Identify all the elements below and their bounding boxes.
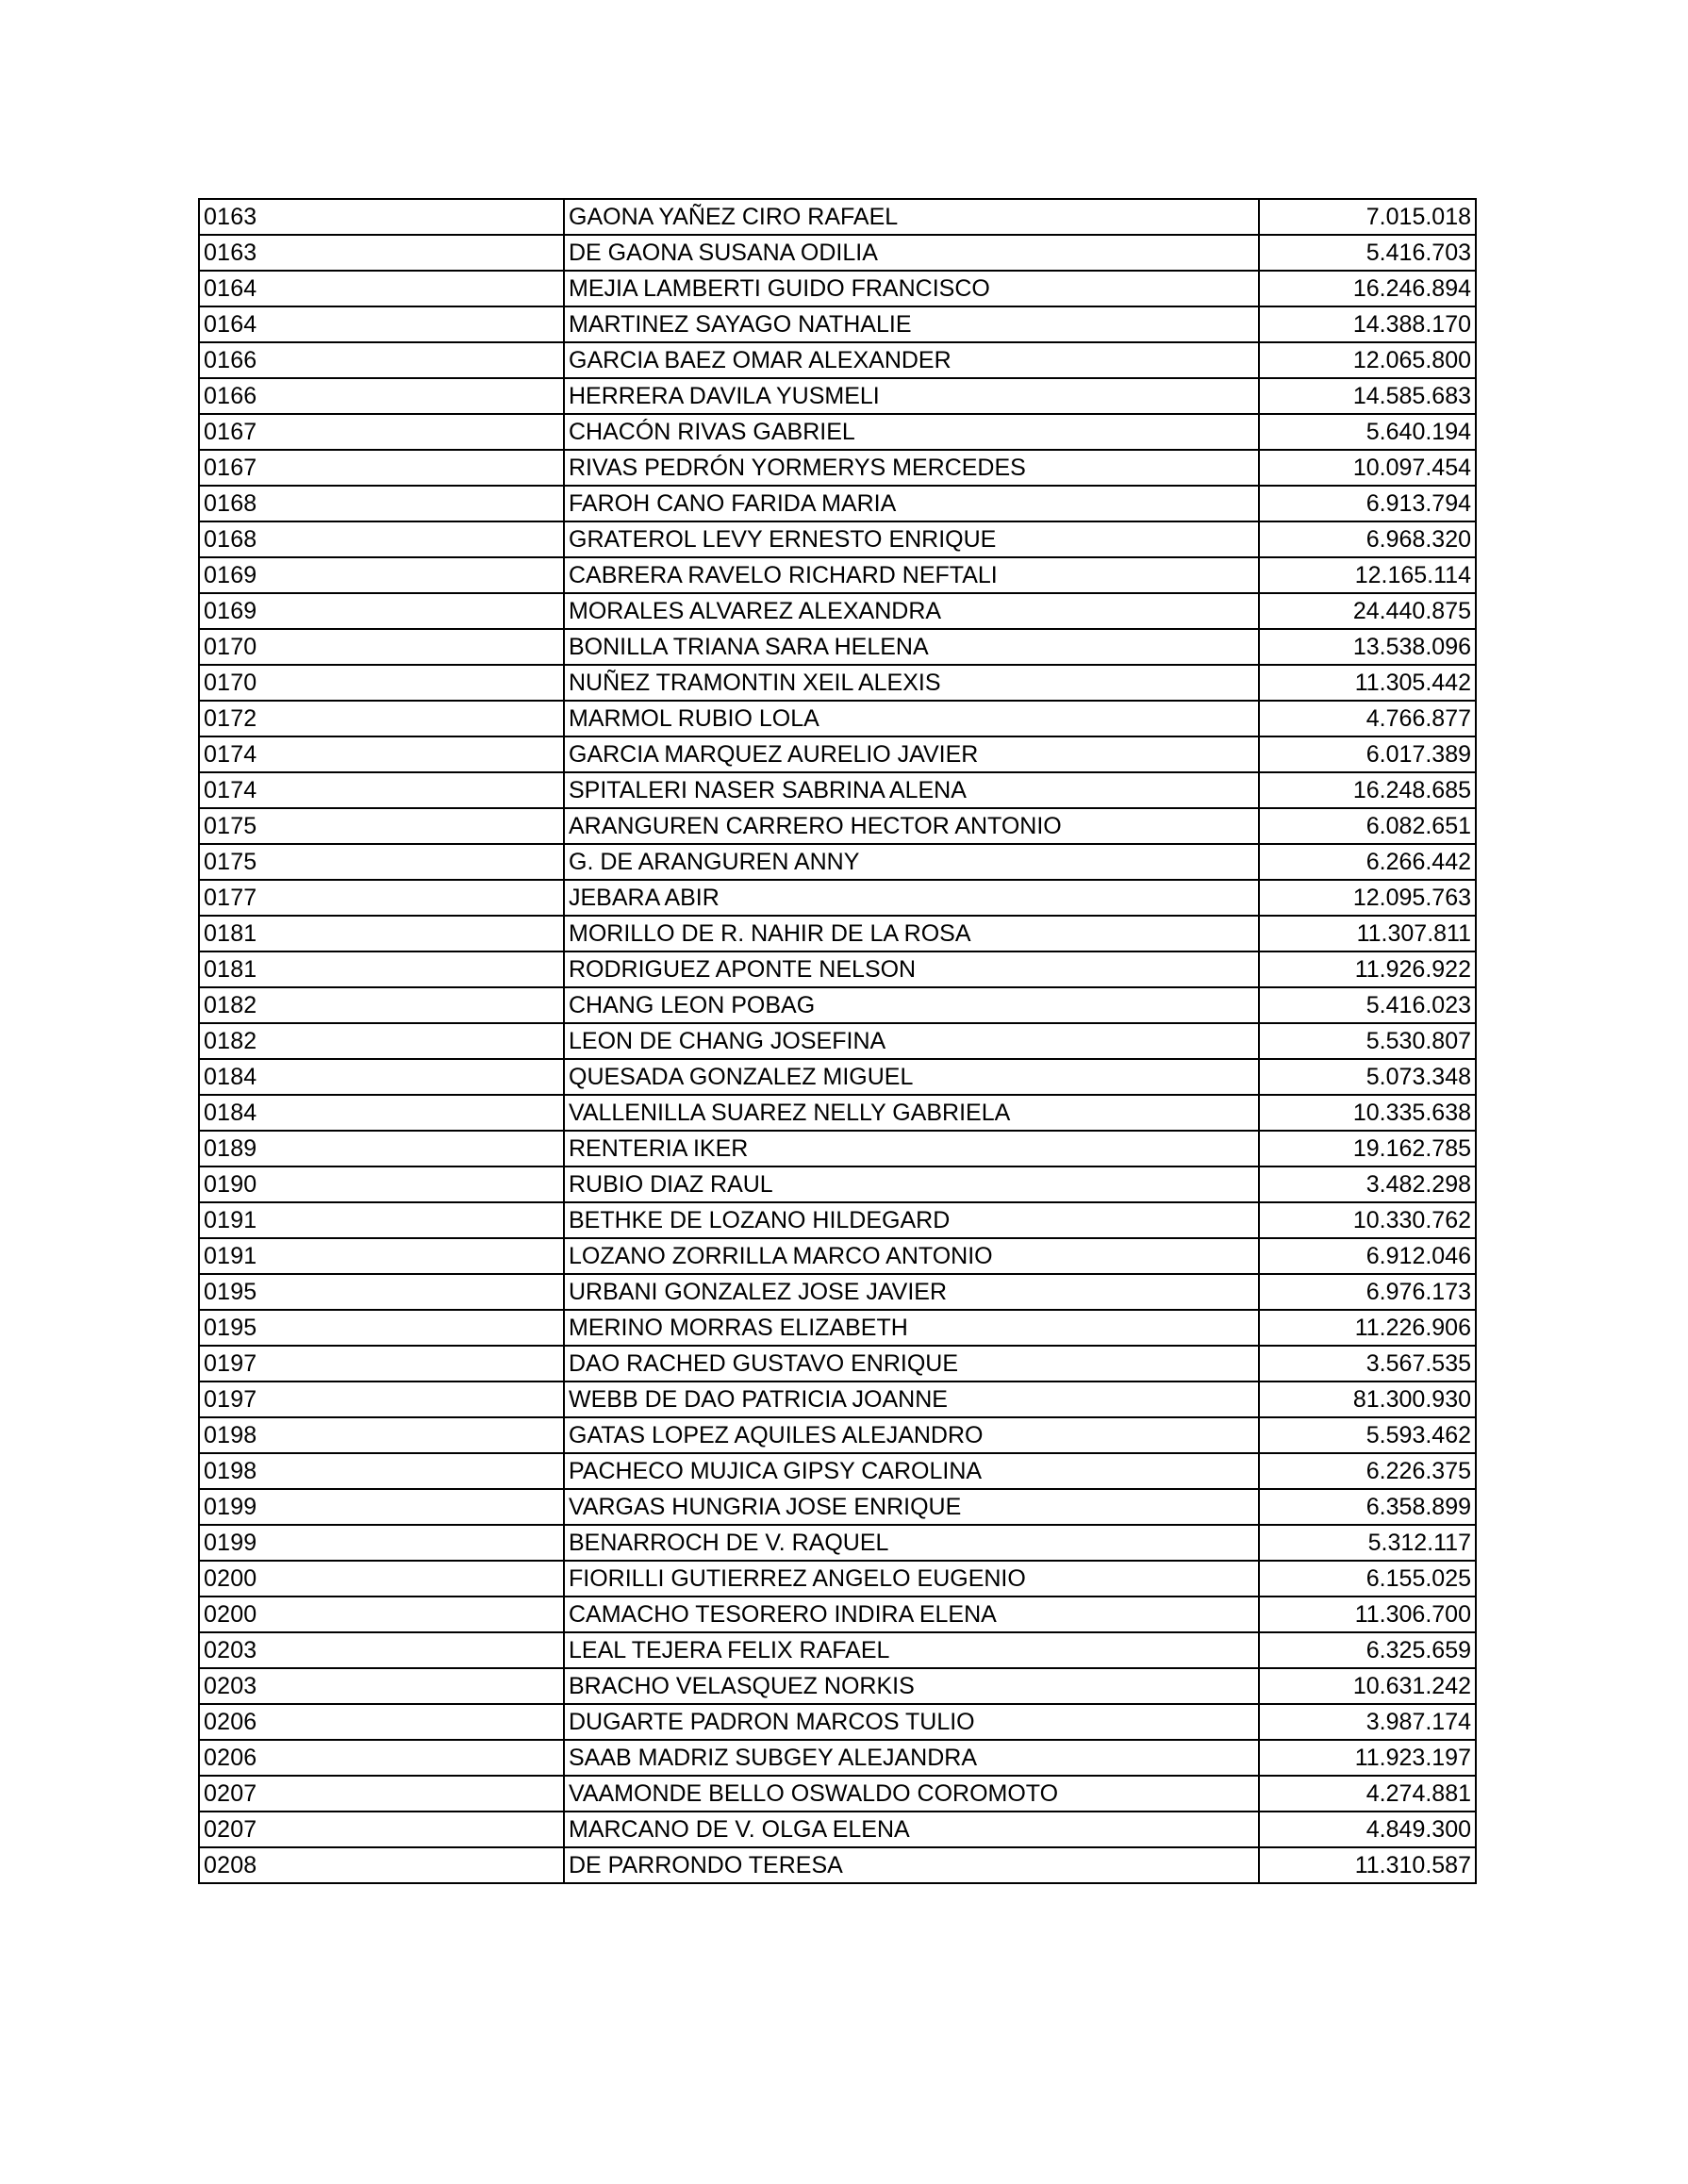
code-cell: 0164: [199, 306, 564, 342]
code-cell: 0170: [199, 665, 564, 701]
code-cell: 0166: [199, 378, 564, 414]
amount-cell: 3.987.174: [1259, 1704, 1476, 1740]
name-cell: DUGARTE PADRON MARCOS TULIO: [564, 1704, 1259, 1740]
table-row: [199, 844, 1476, 880]
name-cell: RUBIO DIAZ RAUL: [564, 1166, 1259, 1202]
name-cell: DAO RACHED GUSTAVO ENRIQUE: [564, 1346, 1259, 1382]
amount-cell: 4.274.881: [1259, 1776, 1476, 1812]
table-row: [199, 342, 1476, 378]
amount-cell: 10.335.638: [1259, 1095, 1476, 1131]
code-cell: 0191: [199, 1238, 564, 1274]
code-cell: 0190: [199, 1166, 564, 1202]
table-row: [199, 1274, 1476, 1310]
table-row: [199, 199, 1476, 235]
table-row: [199, 1310, 1476, 1346]
table-row: [199, 1740, 1476, 1776]
name-cell: SAAB MADRIZ SUBGEY ALEJANDRA: [564, 1740, 1259, 1776]
name-cell: LOZANO ZORRILLA MARCO ANTONIO: [564, 1238, 1259, 1274]
amount-cell: 5.530.807: [1259, 1023, 1476, 1059]
amount-cell: 16.246.894: [1259, 271, 1476, 306]
amount-cell: 6.358.899: [1259, 1489, 1476, 1525]
code-cell: 0189: [199, 1131, 564, 1166]
amount-cell: 11.307.811: [1259, 916, 1476, 951]
amount-cell: 11.926.922: [1259, 951, 1476, 987]
amount-cell: 13.538.096: [1259, 629, 1476, 665]
code-cell: 0203: [199, 1668, 564, 1704]
amount-cell: 4.849.300: [1259, 1812, 1476, 1847]
name-cell: ARANGUREN CARRERO HECTOR ANTONIO: [564, 808, 1259, 844]
code-cell: 0175: [199, 844, 564, 880]
code-cell: 0199: [199, 1489, 564, 1525]
amount-cell: 10.330.762: [1259, 1202, 1476, 1238]
name-cell: CABRERA RAVELO RICHARD NEFTALI: [564, 557, 1259, 593]
code-cell: 0168: [199, 486, 564, 521]
code-cell: 0184: [199, 1095, 564, 1131]
name-cell: VAAMONDE BELLO OSWALDO COROMOTO: [564, 1776, 1259, 1812]
name-cell: BONILLA TRIANA SARA HELENA: [564, 629, 1259, 665]
amount-cell: 6.325.659: [1259, 1632, 1476, 1668]
name-cell: NUÑEZ TRAMONTIN XEIL ALEXIS: [564, 665, 1259, 701]
code-cell: 0167: [199, 414, 564, 450]
code-cell: 0195: [199, 1310, 564, 1346]
code-cell: 0206: [199, 1740, 564, 1776]
name-cell: DE GAONA SUSANA ODILIA: [564, 235, 1259, 271]
table-row: [199, 1489, 1476, 1525]
table-row: [199, 1166, 1476, 1202]
amount-cell: 7.015.018: [1259, 199, 1476, 235]
name-cell: SPITALERI NASER SABRINA ALENA: [564, 772, 1259, 808]
amount-cell: 4.766.877: [1259, 701, 1476, 736]
amount-cell: 12.095.763: [1259, 880, 1476, 916]
amount-cell: 5.640.194: [1259, 414, 1476, 450]
name-cell: GAONA YAÑEZ CIRO RAFAEL: [564, 199, 1259, 235]
name-cell: MERINO MORRAS ELIZABETH: [564, 1310, 1259, 1346]
table-row: [199, 951, 1476, 987]
amount-cell: 6.968.320: [1259, 521, 1476, 557]
amount-cell: 6.017.389: [1259, 736, 1476, 772]
code-cell: 0164: [199, 271, 564, 306]
code-cell: 0182: [199, 987, 564, 1023]
code-cell: 0169: [199, 557, 564, 593]
amount-cell: 11.306.700: [1259, 1597, 1476, 1632]
name-cell: RENTERIA IKER: [564, 1131, 1259, 1166]
code-cell: 0203: [199, 1632, 564, 1668]
name-cell: WEBB DE DAO PATRICIA JOANNE: [564, 1382, 1259, 1417]
name-cell: BETHKE DE LOZANO HILDEGARD: [564, 1202, 1259, 1238]
table-row: [199, 701, 1476, 736]
name-cell: G. DE ARANGUREN ANNY: [564, 844, 1259, 880]
amount-cell: 6.912.046: [1259, 1238, 1476, 1274]
code-cell: 0208: [199, 1847, 564, 1883]
amount-cell: 6.082.651: [1259, 808, 1476, 844]
code-cell: 0197: [199, 1346, 564, 1382]
code-cell: 0198: [199, 1417, 564, 1453]
table-row: [199, 1417, 1476, 1453]
name-cell: DE PARRONDO TERESA: [564, 1847, 1259, 1883]
amount-cell: 6.155.025: [1259, 1561, 1476, 1597]
table-row: [199, 306, 1476, 342]
name-cell: FAROH CANO FARIDA MARIA: [564, 486, 1259, 521]
ledger-table: [198, 198, 1477, 1884]
name-cell: MARTINEZ SAYAGO NATHALIE: [564, 306, 1259, 342]
name-cell: MARCANO DE V. OLGA ELENA: [564, 1812, 1259, 1847]
name-cell: RIVAS PEDRÓN YORMERYS MERCEDES: [564, 450, 1259, 486]
code-cell: 0170: [199, 629, 564, 665]
table-row: [199, 1597, 1476, 1632]
code-cell: 0200: [199, 1561, 564, 1597]
code-cell: 0177: [199, 880, 564, 916]
amount-cell: 12.165.114: [1259, 557, 1476, 593]
code-cell: 0174: [199, 736, 564, 772]
amount-cell: 19.162.785: [1259, 1131, 1476, 1166]
table-row: [199, 1561, 1476, 1597]
table-row: [199, 1704, 1476, 1740]
name-cell: GARCIA MARQUEZ AURELIO JAVIER: [564, 736, 1259, 772]
code-cell: 0198: [199, 1453, 564, 1489]
amount-cell: 5.073.348: [1259, 1059, 1476, 1095]
code-cell: 0206: [199, 1704, 564, 1740]
table-row: [199, 987, 1476, 1023]
name-cell: BRACHO VELASQUEZ NORKIS: [564, 1668, 1259, 1704]
code-cell: 0181: [199, 916, 564, 951]
code-cell: 0195: [199, 1274, 564, 1310]
name-cell: VARGAS HUNGRIA JOSE ENRIQUE: [564, 1489, 1259, 1525]
table-row: [199, 1023, 1476, 1059]
name-cell: GARCIA BAEZ OMAR ALEXANDER: [564, 342, 1259, 378]
name-cell: CAMACHO TESORERO INDIRA ELENA: [564, 1597, 1259, 1632]
table-row: [199, 521, 1476, 557]
name-cell: LEAL TEJERA FELIX RAFAEL: [564, 1632, 1259, 1668]
name-cell: JEBARA ABIR: [564, 880, 1259, 916]
table-row: [199, 880, 1476, 916]
amount-cell: 5.416.703: [1259, 235, 1476, 271]
code-cell: 0207: [199, 1812, 564, 1847]
name-cell: PACHECO MUJICA GIPSY CAROLINA: [564, 1453, 1259, 1489]
name-cell: GATAS LOPEZ AQUILES ALEJANDRO: [564, 1417, 1259, 1453]
amount-cell: 10.631.242: [1259, 1668, 1476, 1704]
amount-cell: 81.300.930: [1259, 1382, 1476, 1417]
amount-cell: 11.305.442: [1259, 665, 1476, 701]
table-row: [199, 1238, 1476, 1274]
table-row: [199, 736, 1476, 772]
table-row: [199, 1382, 1476, 1417]
name-cell: MORILLO DE R. NAHIR DE LA ROSA: [564, 916, 1259, 951]
table-row: [199, 1059, 1476, 1095]
table-row: [199, 486, 1476, 521]
table-row: [199, 557, 1476, 593]
code-cell: 0200: [199, 1597, 564, 1632]
name-cell: QUESADA GONZALEZ MIGUEL: [564, 1059, 1259, 1095]
amount-cell: 12.065.800: [1259, 342, 1476, 378]
table-row: [199, 1525, 1476, 1561]
code-cell: 0184: [199, 1059, 564, 1095]
name-cell: URBANI GONZALEZ JOSE JAVIER: [564, 1274, 1259, 1310]
code-cell: 0199: [199, 1525, 564, 1561]
name-cell: GRATEROL LEVY ERNESTO ENRIQUE: [564, 521, 1259, 557]
table-row: [199, 1095, 1476, 1131]
code-cell: 0163: [199, 235, 564, 271]
name-cell: FIORILLI GUTIERREZ ANGELO EUGENIO: [564, 1561, 1259, 1597]
amount-cell: 6.266.442: [1259, 844, 1476, 880]
table-row: [199, 772, 1476, 808]
code-cell: 0172: [199, 701, 564, 736]
table-row: [199, 450, 1476, 486]
table-row: [199, 808, 1476, 844]
amount-cell: 16.248.685: [1259, 772, 1476, 808]
table-row: [199, 378, 1476, 414]
table-row: [199, 1812, 1476, 1847]
code-cell: 0167: [199, 450, 564, 486]
amount-cell: 6.226.375: [1259, 1453, 1476, 1489]
table-row: [199, 1847, 1476, 1883]
name-cell: CHACÓN RIVAS GABRIEL: [564, 414, 1259, 450]
code-cell: 0207: [199, 1776, 564, 1812]
code-cell: 0174: [199, 772, 564, 808]
amount-cell: 11.226.906: [1259, 1310, 1476, 1346]
amount-cell: 6.976.173: [1259, 1274, 1476, 1310]
name-cell: LEON DE CHANG JOSEFINA: [564, 1023, 1259, 1059]
amount-cell: 5.312.117: [1259, 1525, 1476, 1561]
code-cell: 0175: [199, 808, 564, 844]
amount-cell: 6.913.794: [1259, 486, 1476, 521]
amount-cell: 3.482.298: [1259, 1166, 1476, 1202]
amount-cell: 11.310.587: [1259, 1847, 1476, 1883]
name-cell: MORALES ALVAREZ ALEXANDRA: [564, 593, 1259, 629]
table-row: [199, 1453, 1476, 1489]
amount-cell: 14.585.683: [1259, 378, 1476, 414]
table-row: [199, 1776, 1476, 1812]
amount-cell: 24.440.875: [1259, 593, 1476, 629]
name-cell: MARMOL RUBIO LOLA: [564, 701, 1259, 736]
code-cell: 0191: [199, 1202, 564, 1238]
table-row: [199, 916, 1476, 951]
name-cell: MEJIA LAMBERTI GUIDO FRANCISCO: [564, 271, 1259, 306]
table-row: [199, 593, 1476, 629]
name-cell: BENARROCH DE V. RAQUEL: [564, 1525, 1259, 1561]
code-cell: 0166: [199, 342, 564, 378]
name-cell: VALLENILLA SUAREZ NELLY GABRIELA: [564, 1095, 1259, 1131]
table-row: [199, 1632, 1476, 1668]
code-cell: 0182: [199, 1023, 564, 1059]
code-cell: 0181: [199, 951, 564, 987]
amount-cell: 3.567.535: [1259, 1346, 1476, 1382]
name-cell: CHANG LEON POBAG: [564, 987, 1259, 1023]
table-row: [199, 1131, 1476, 1166]
table-row: [199, 629, 1476, 665]
code-cell: 0197: [199, 1382, 564, 1417]
table-row: [199, 665, 1476, 701]
name-cell: RODRIGUEZ APONTE NELSON: [564, 951, 1259, 987]
amount-cell: 10.097.454: [1259, 450, 1476, 486]
amount-cell: 5.593.462: [1259, 1417, 1476, 1453]
code-cell: 0168: [199, 521, 564, 557]
table-row: [199, 1202, 1476, 1238]
amount-cell: 11.923.197: [1259, 1740, 1476, 1776]
code-cell: 0169: [199, 593, 564, 629]
ledger-body: [199, 199, 1476, 1883]
name-cell: HERRERA DAVILA YUSMELI: [564, 378, 1259, 414]
code-cell: 0163: [199, 199, 564, 235]
table-row: [199, 414, 1476, 450]
table-row: [199, 1668, 1476, 1704]
amount-cell: 14.388.170: [1259, 306, 1476, 342]
table-row: [199, 271, 1476, 306]
table-row: [199, 1346, 1476, 1382]
table-row: [199, 235, 1476, 271]
amount-cell: 5.416.023: [1259, 987, 1476, 1023]
